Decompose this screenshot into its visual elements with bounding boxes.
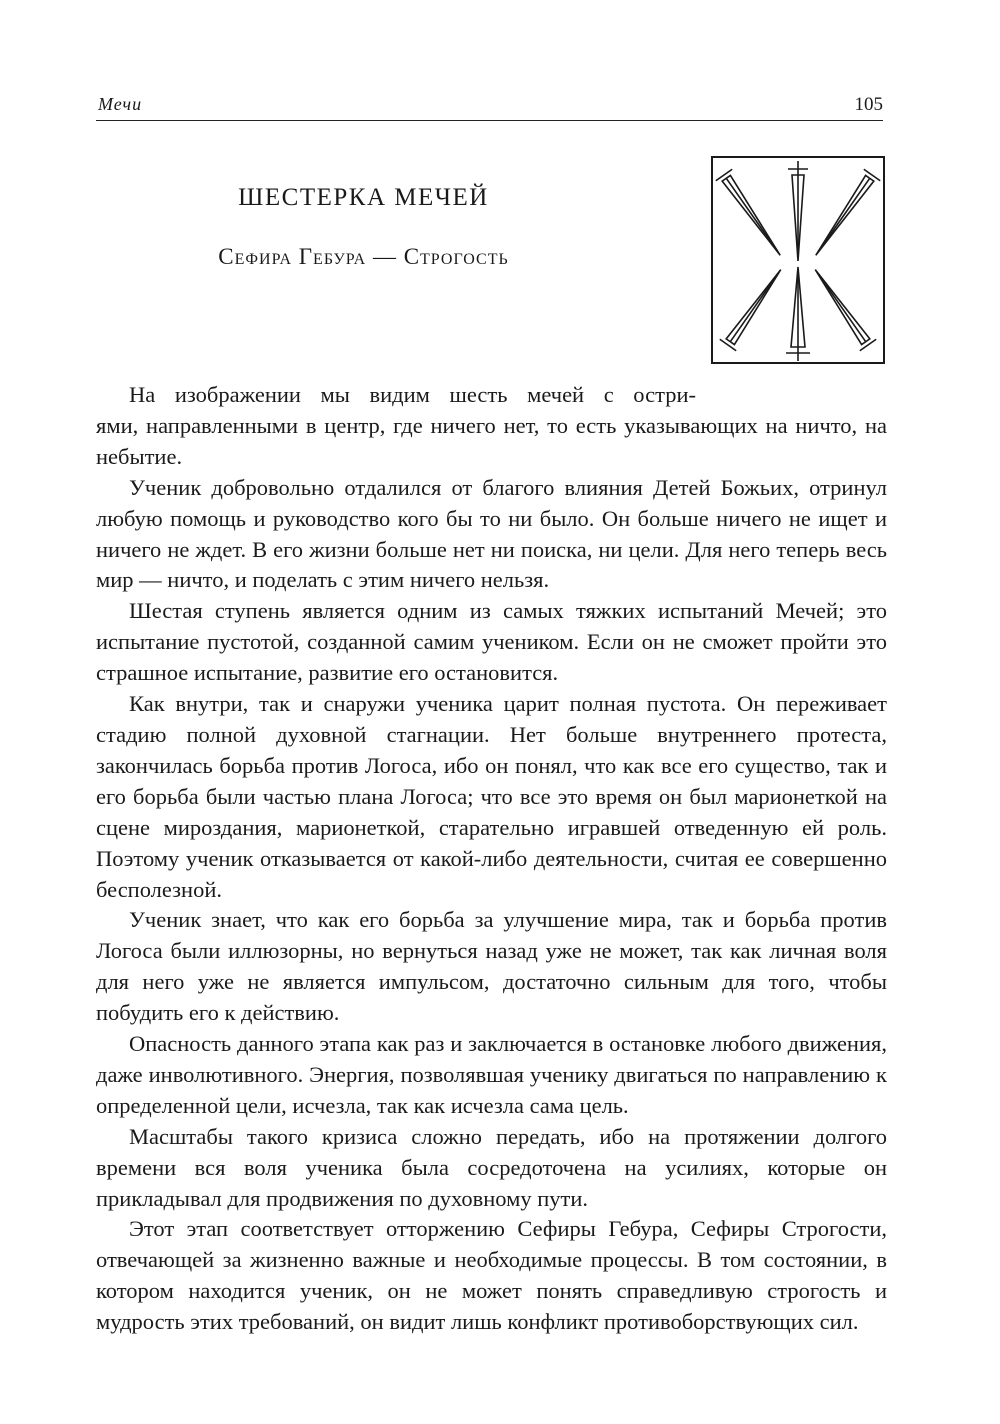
paragraph-1 (96, 380, 887, 473)
body-text (96, 380, 887, 1338)
paragraph-4: Как внутри, так и снаружи ученика царит полная пустота. Он переживает стадию полной духовной стагнации. Нет больше внутреннего протеста, закончилась борьба против Логоса, ибо он понял, что как все его существо, так и его борьба были частью плана Логоса; что все это время он был марионеткой на сцене мироздания, марионеткой, старательно игравшей отведенную ей роль. Поэтому ученик отказывается от какой-либо деятельности, считая ее совершенно бесполезной. (96, 691, 887, 902)
paragraph-5: Ученик знает, что как его борьба за улучшение мира, так и борьба против Логоса были иллюзорны, но вернуться назад уже не может, так как личная воля для него уже не является импульсом, достаточно сильным для того, чтобы побудить его к действию. (96, 907, 887, 1026)
paragraph-3: Шестая ступень является одним из самых тяжких испытаний Мечей; это испытание пустотой, созданной самим учеником. Если он не сможет пройти это страшное испытание, развитие его остановится. (96, 598, 887, 686)
paragraph-8: Этот этап соответствует отторжению Сефиры Гебура, Сефиры Строгости, отвечающей за жизненно важные и необходимые процессы. В том состоянии, в котором находится ученик, он не может понять справедливую строгость и мудрость этих требований, он видит лишь конфликт противоборствующих сил. (96, 1216, 887, 1335)
section-name: Мечи (98, 94, 143, 114)
sword-top-right (808, 169, 881, 261)
paragraph-2: Ученик добровольно отдалился от благого влияния Детей Божьих, отринул любую помощь и руководство кого бы то ни было. Он больше ничего не ищет и ничего не ждет. В его жизни больше нет ни поиска, ни цели. Для него теперь весь мир — ничто, и поделать с этим ничего нельзя. (96, 474, 887, 593)
paragraph-1-first-line: На изображении мы видим шесть мечей с остри- (129, 382, 696, 407)
six-of-swords-icon (710, 155, 886, 367)
running-header (96, 94, 883, 121)
sword-bottom-center (786, 267, 810, 361)
chapter-subtitle: Сефира Гебура — Строгость (218, 244, 509, 269)
paragraph-7: Масштабы такого кризиса сложно передать, ибо на протяжении долгого времени вся воля ученика была сосредоточена на усилиях, которые он прикладывал для продвижения по духовному пути. (96, 1123, 887, 1211)
chapter-title: ШЕСТЕРКА МЕЧЕЙ (238, 184, 489, 211)
paragraph-6: Опасность данного этапа как раз и заключается в остановке любого движения, даже инволютивного. Энергия, позволявшая ученику двигаться по направлению к определенной цели, исчезла, так как исчезла сама цель. (96, 1031, 887, 1118)
sword-top-center (788, 161, 808, 261)
sword-bottom-left (720, 264, 789, 351)
sword-top-left (716, 169, 789, 261)
page-number: 105 (854, 94, 883, 115)
paragraph-1-rest: ями, направленными в центр, где ничего нет, то есть указывающих на ничто, на небытие. (96, 412, 887, 469)
sword-bottom-right (807, 264, 876, 351)
